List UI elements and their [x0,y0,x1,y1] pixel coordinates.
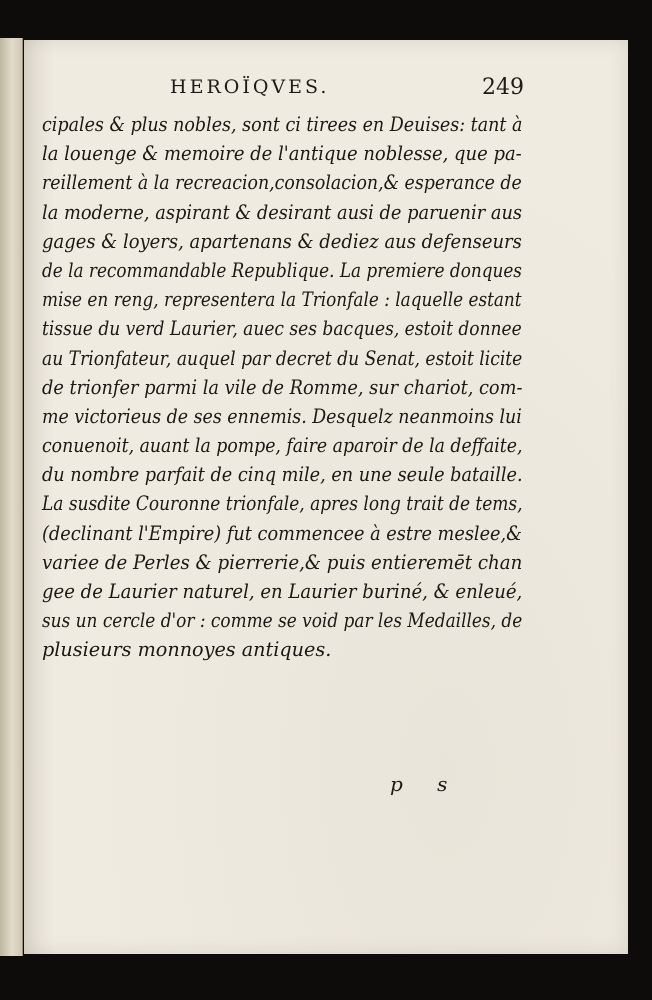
page-number: 249 [482,75,524,100]
running-head [24,76,628,106]
book-page [24,40,628,954]
text-line: reillement à la recreacion,consolacion,& esperance de [42,171,522,195]
text-line: gages & loyers, apartenans & dediez aus defenseurs [42,229,522,253]
text-line: conuenoit, auant la pompe, faire aparoir de la deffaite, [42,434,523,458]
text-line: la moderne, aspirant & desirant ausi de paruenir aus [42,200,523,224]
text-line: sus un cercle d'or : comme se void par les Medailles, de [42,609,523,633]
text-line: La susdite Couronne trionfale, apres long trait de tems, [42,492,523,516]
text-line: me victorieus de ses ennemis. Desquelz neanmoins lui [42,404,522,428]
body-text [42,110,522,665]
text-line: tissue du verd Laurier, auec ses bacques, estoit donnee [42,317,522,341]
text-line: variee de Perles & pierrerie,& puis entieremēt chan [42,550,523,574]
previous-page-edge [0,38,23,956]
text-line: cipales & plus nobles, sont ci tirees en Deuises: tant à [42,113,523,136]
running-head-title: HEROÏQVES. [170,76,330,98]
text-line: de trionfer parmi la vile de Romme, sur chariot, com- [42,375,523,399]
signature-mark: p s [390,772,462,796]
text-line: plusieurs monnoyes antiques. [42,638,332,662]
text-line: gee de Laurier naturel, en Laurier buriné, & enleué, [42,580,523,603]
text-line: mise en reng, representera la Trionfale : laquelle estant [42,288,522,312]
text-line: la louenge & memoire de l'antique noblesse, que pa- [42,142,522,166]
text-line: de la recommandable Republique. La premiere donques [42,258,522,282]
text-line: du nombre parfait de cinq mile, en une seule bataille. [42,463,523,487]
text-line: (declinant l'Empire) fut commencee à estre meslee,& [42,521,522,545]
text-line: au Trionfateur, auquel par decret du Senat, estoit licite [42,346,523,370]
